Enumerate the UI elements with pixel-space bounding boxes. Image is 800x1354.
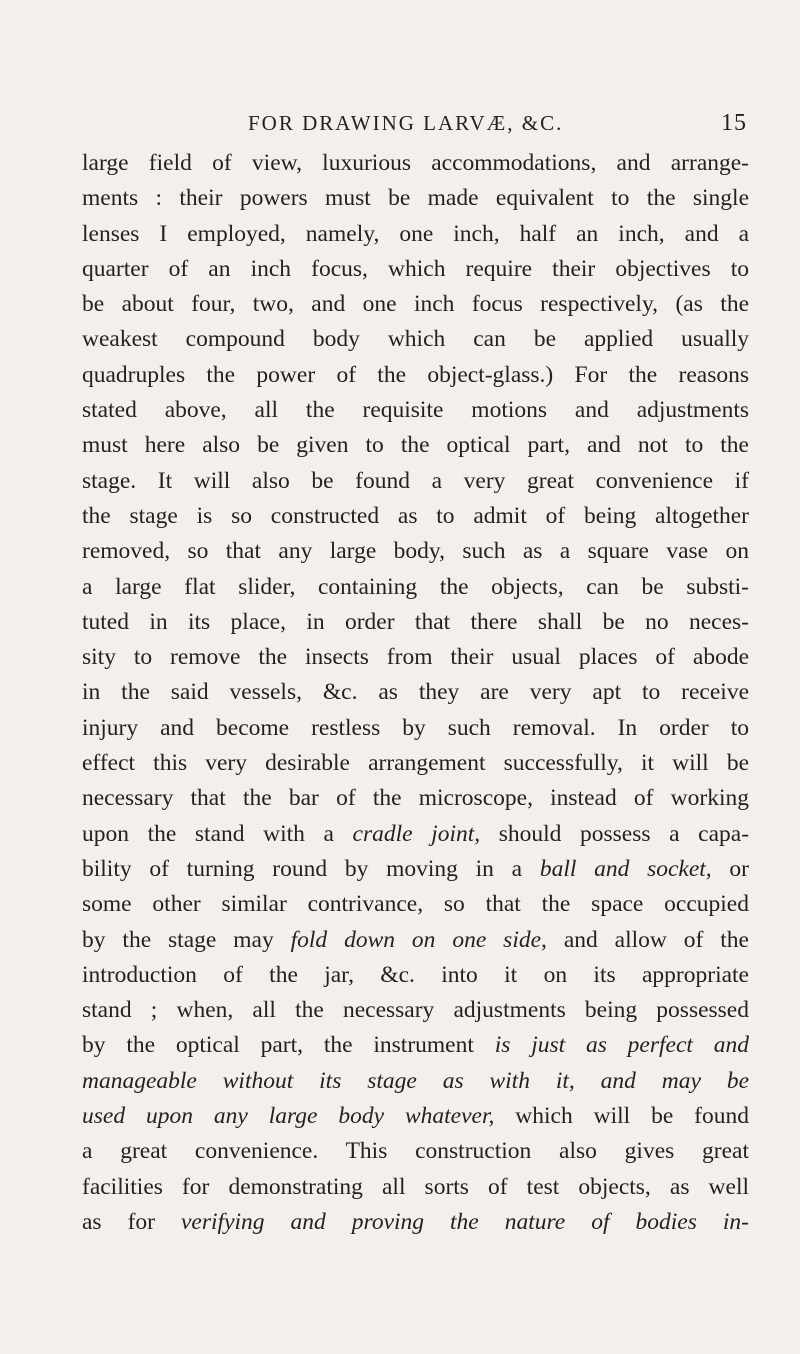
text-line (82, 146, 749, 181)
text-line (82, 923, 749, 958)
text-line (82, 640, 749, 675)
text-line (82, 1099, 749, 1134)
text-run: by the stage may (82, 926, 291, 953)
text-run: a large flat slider, containing the objects, can be substi- (82, 573, 749, 600)
text-run: stage. It will also be found a very great convenience if (82, 467, 749, 494)
text-run: removed, so that any large body, such as a square vase on (82, 538, 749, 565)
page-number: 15 (721, 110, 747, 136)
text-run: which will be found (494, 1103, 749, 1130)
running-head (157, 108, 747, 148)
text-run: weakest compound body which can be applied usually (82, 326, 749, 353)
text-run: lenses I employed, namely, one inch, half an inch, and a (82, 220, 749, 247)
text-line (82, 1134, 749, 1169)
italic-text-run: verifying and proving the nature of bodies in- (181, 1208, 749, 1235)
running-title: FOR DRAWING LARVÆ, &C. (248, 111, 564, 135)
text-line (82, 181, 749, 216)
text-line (82, 252, 749, 287)
text-line (82, 1028, 749, 1063)
text-line (82, 1064, 749, 1099)
text-line (82, 993, 749, 1028)
text-run: or (711, 855, 749, 882)
text-line (82, 428, 749, 463)
text-run: introduction of the jar, &c. into it on its appropriate (82, 961, 749, 988)
text-run: quadruples the power of the object-glass.) For the reasons (82, 361, 749, 388)
text-line (82, 534, 749, 569)
text-line (82, 499, 749, 534)
italic-text-run: cradle joint, (352, 820, 481, 847)
text-run: the stage is so constructed as to admit of being altogether (82, 502, 749, 529)
text-run: by the optical part, the instrument (82, 1032, 495, 1059)
text-run: sity to remove the insects from their usual places of abode (82, 644, 749, 671)
text-run: as for (82, 1208, 181, 1235)
text-run: injury and become restless by such removal. In order to (82, 714, 749, 741)
text-line (82, 393, 749, 428)
text-line (82, 887, 749, 922)
text-line (82, 852, 749, 887)
text-run: some other similar contrivance, so that the space occupied (82, 891, 749, 918)
text-run: a great convenience. This construction also gives great (82, 1138, 749, 1165)
text-line (82, 287, 749, 322)
text-line (82, 570, 749, 605)
text-line (82, 675, 749, 710)
text-run: necessary that the bar of the microscope, instead of working (82, 785, 749, 812)
text-line (82, 605, 749, 640)
text-line (82, 781, 749, 816)
text-line (82, 958, 749, 993)
text-run: tuted in its place, in order that there shall be no neces- (82, 608, 749, 635)
text-run: ments : their powers must be made equivalent to the single (82, 185, 749, 212)
text-run: stated above, all the requisite motions and adjustments (82, 397, 749, 424)
text-run: be about four, two, and one inch focus respectively, (as the (82, 291, 749, 318)
italic-text-run: manageable without its stage as with it, and may be (82, 1067, 749, 1094)
text-line (82, 1170, 749, 1205)
text-line (82, 464, 749, 499)
text-run: quarter of an inch focus, which require their objectives to (82, 255, 749, 282)
text-run: bility of turning round by moving in a (82, 855, 540, 882)
text-run: upon the stand with a (82, 820, 353, 847)
text-run: effect this very desirable arrangement successfully, it will be (82, 750, 749, 777)
text-run: large field of view, luxurious accommodations, and arrange- (82, 150, 749, 176)
text-line (82, 746, 749, 781)
text-line (82, 711, 749, 746)
italic-text-run: fold down on one side, (290, 926, 547, 953)
text-line (82, 817, 749, 852)
italic-text-run: ball and socket, (539, 855, 712, 882)
text-run: in the said vessels, &c. as they are very apt to receive (82, 679, 749, 706)
text-line (82, 217, 749, 252)
italic-text-run: is just as perfect and (494, 1032, 749, 1059)
text-run: should possess a capa- (480, 820, 750, 847)
text-run: stand ; when, all the necessary adjustments being possessed (82, 997, 749, 1024)
text-line (82, 1205, 749, 1240)
body-text (82, 146, 749, 1240)
text-run: must here also be given to the optical part, and not to the (82, 432, 749, 459)
text-run: facilities for demonstrating all sorts of test objects, as well (82, 1173, 749, 1200)
italic-text-run: used upon any large body whatever, (82, 1103, 495, 1130)
text-run: and allow of the (546, 926, 749, 953)
text-line (82, 358, 749, 393)
text-line (82, 322, 749, 357)
